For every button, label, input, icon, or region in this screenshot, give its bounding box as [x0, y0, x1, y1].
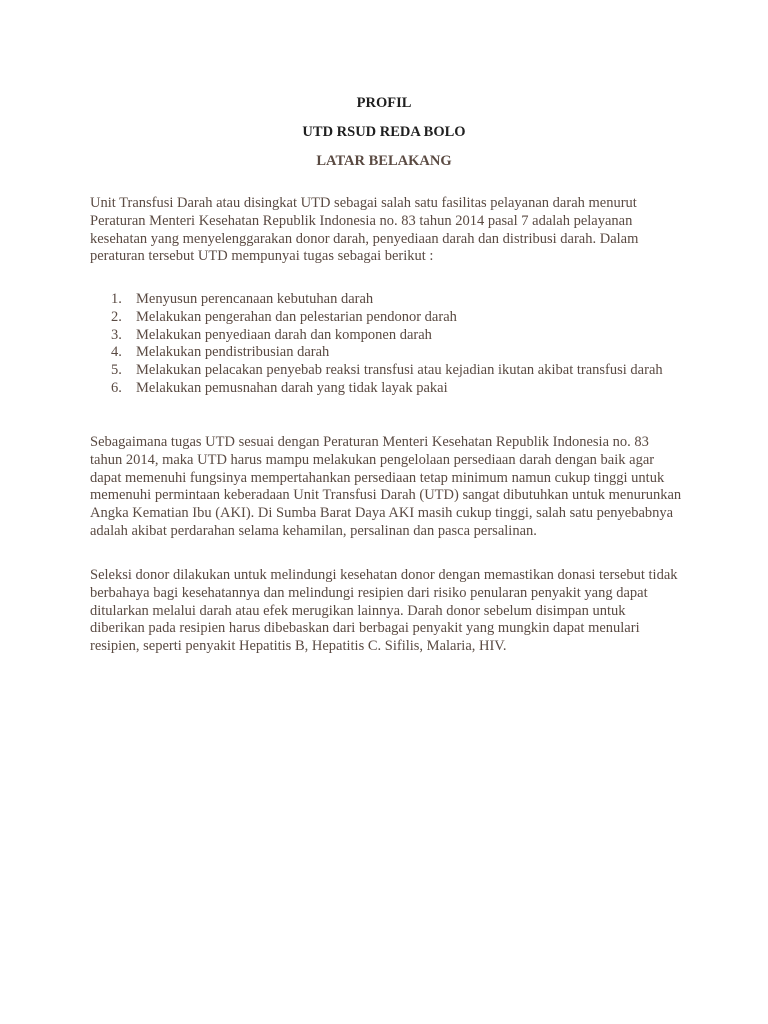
paragraph-utd-role: Sebagaimana tugas UTD sesuai dengan Peraturan Menteri Kesehatan Republik Indonesia no. 83 tahun 2014, maka UTD harus mampu melakukan pengelolaan persediaan darah dengan baik agar dapat memenuhi fungsinya mempertahankan persediaan tetap minimum namun cukup tinggi untuk memenuhi permintaan keberadaan Unit Transfusi Darah (UTD) sangat dibutuhkan untuk menurunkan Angka Kematian Ibu (AKI). Di Sumba Barat Daya AKI masih cukup tinggi, salah satu penyebabnya adalah akibat perdarahan selama kehamilan, persalinan dan pasca persalinan.	[90, 434, 682, 539]
document-title: PROFIL	[356, 95, 412, 111]
list-item-number: 5.	[111, 362, 122, 379]
list-item-text: Menyusun perencanaan kebutuhan darah	[136, 291, 374, 307]
list-item	[90, 362, 682, 380]
list-item	[90, 309, 682, 327]
list-item-number: 3.	[111, 326, 122, 343]
list-item-text: Melakukan pengerahan dan pelestarian pendonor darah	[136, 308, 457, 325]
list-item-number: 2.	[111, 308, 122, 325]
duties-list	[90, 291, 682, 398]
list-item	[90, 344, 682, 362]
document-subtitle: UTD RSUD REDA BOLO	[302, 124, 466, 140]
list-item	[90, 291, 682, 309]
section-heading: LATAR BELAKANG	[316, 153, 452, 169]
list-item-text: Melakukan pendistribusian darah	[136, 344, 330, 361]
list-item-number: 6.	[111, 379, 122, 396]
list-item-text: Melakukan penyediaan darah dan komponen darah	[136, 326, 432, 343]
list-item-number: 4.	[111, 344, 122, 361]
list-item-text: Melakukan pelacakan penyebab reaksi transfusi atau kejadian ikutan akibat transfusi darah	[136, 362, 663, 379]
list-item-number: 1.	[111, 291, 122, 307]
list-item	[90, 327, 682, 345]
list-item	[90, 380, 682, 398]
list-item-text: Melakukan pemusnahan darah yang tidak layak pakai	[136, 379, 448, 396]
paragraph-intro: Unit Transfusi Darah atau disingkat UTD sebagai salah satu fasilitas pelayanan darah menurut Peraturan Menteri Kesehatan Republik Indonesia no. 83 tahun 2014 pasal 7 adalah pelayanan kesehatan yang menyelenggarakan donor darah, penyediaan darah dan distribusi darah. Dalam peraturan tersebut UTD mempunyai tugas sebagai berikut :	[90, 195, 639, 265]
paragraph-donor-selection: Seleksi donor dilakukan untuk melindungi kesehatan donor dengan memastikan donasi tersebut tidak berbahaya bagi kesehatannya dan melindungi resipien dari risiko penularan penyakit yang dapat ditularkan melalui darah atau efek merugikan lainnya. Darah donor sebelum disimpan untuk diberikan pada resipien harus dibebaskan dari berbagai penyakit yang mungkin dapat menulari resipien, seperti penyakit Hepatitis B, Hepatitis C. Sifilis, Malaria, HIV.	[90, 567, 678, 655]
